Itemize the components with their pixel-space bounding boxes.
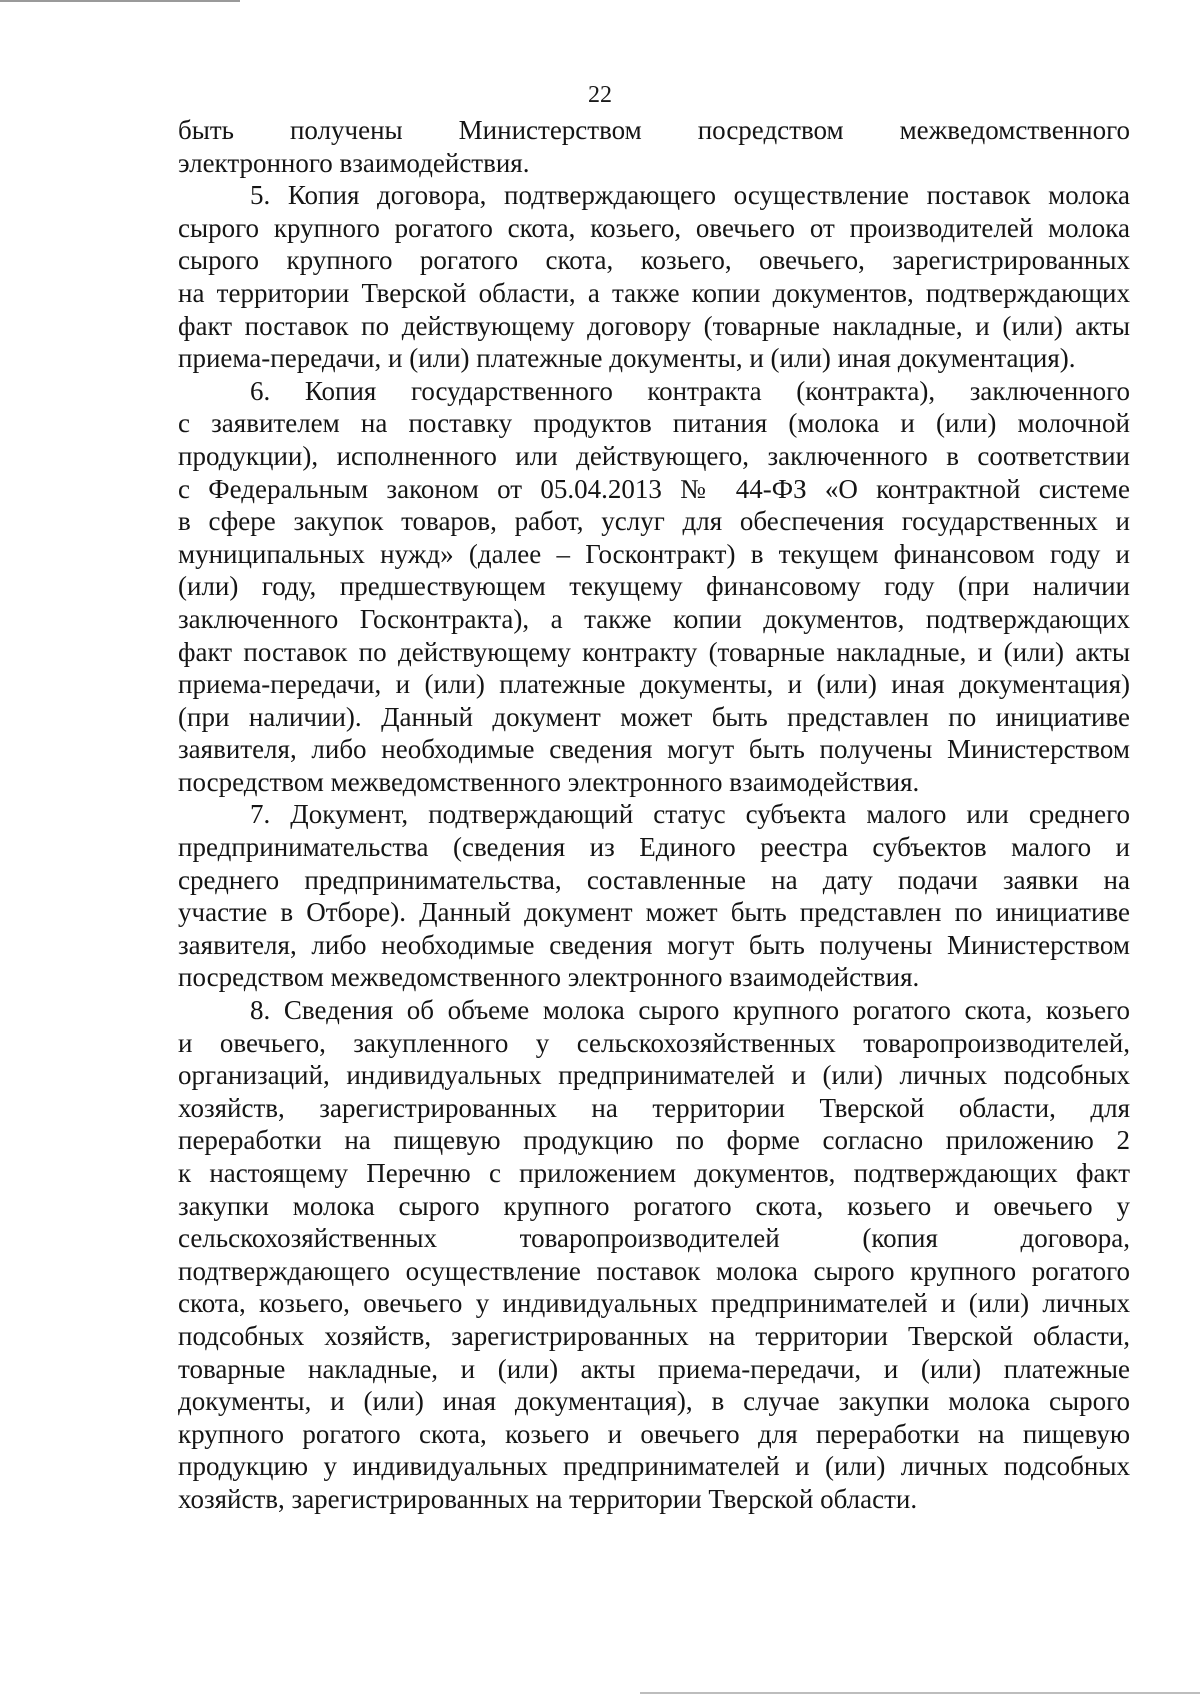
text-line: к настоящему Перечню с приложением документов, подтверждающих факт	[178, 1158, 1130, 1188]
text-line: приема-передачи, и (или) платежные документы, и (или) иная документация).	[178, 343, 1076, 374]
text-line: посредством межведомственного электронного взаимодействия.	[178, 766, 920, 797]
paragraph-2	[178, 375, 1130, 799]
text-line: факт поставок по действующему контракту (товарные накладные, и (или) акты	[178, 636, 1130, 667]
scan-edge-top	[0, 0, 240, 2]
text-line: 5. Копия договора, подтверждающего осуществление поставок молока	[250, 180, 1130, 211]
text-line: заключенного Госконтракта), а также копии документов, подтверждающих	[178, 603, 1130, 634]
text-line: подсобных хозяйств, зарегистрированных на территории Тверской области,	[178, 1320, 1130, 1351]
text-line: приема-передачи, и (или) платежные документы, и (или) иная документация)	[178, 669, 1130, 700]
text-line: с Федеральным законом от 05.04.2013 № 44-ФЗ «О контрактной системе	[178, 473, 1130, 504]
text-line: организаций, индивидуальных предпринимателей и (или) личных подсобных	[178, 1060, 1130, 1091]
text-line: (при наличии). Данный документ может быть представлен по инициативе	[178, 701, 1130, 732]
text-line: скота, козьего, овечьего у индивидуальных предпринимателей и (или) личных	[178, 1288, 1130, 1319]
text-line: продукции), исполненного или действующего, заключенного в соответствии	[178, 440, 1130, 471]
text-line: 8. Сведения об объеме молока сырого крупного рогатого скота, козьего	[250, 995, 1130, 1026]
text-line: посредством межведомственного электронного взаимодействия.	[178, 962, 920, 993]
text-line: хозяйств, зарегистрированных на территории Тверской области, для	[178, 1092, 1130, 1123]
paragraph-0	[178, 114, 1130, 179]
page-number: 22	[588, 82, 612, 108]
text-line: в сфере закупок товаров, работ, услуг для обеспечения государственных и	[178, 506, 1130, 537]
text-line: подтверждающего осуществление поставок молока сырого крупного рогатого	[178, 1255, 1130, 1286]
text-line: с заявителем на поставку продуктов питания (молока и (или) молочной	[178, 408, 1130, 439]
paragraph-1	[178, 179, 1130, 375]
text-line: сырого крупного рогатого скота, козьего, овечьего, зарегистрированных	[178, 245, 1130, 276]
text-line: заявителя, либо необходимые сведения могут быть получены Министерством	[178, 734, 1130, 765]
text-line: товарные накладные, и (или) акты приема-передачи, и (или) платежные	[178, 1353, 1130, 1384]
text-line: (или) году, предшествующем текущему финансовому году (при наличии	[178, 571, 1130, 602]
text-line: на территории Тверской области, а также копии документов, подтверждающих	[178, 277, 1130, 308]
scan-edge-bottom	[640, 1692, 1200, 1694]
document-body	[178, 114, 1130, 1516]
text-line: участие в Отборе). Данный документ может быть представлен по инициативе	[178, 897, 1130, 928]
text-line: закупки молока сырого крупного рогатого скота, козьего и овечьего у	[178, 1190, 1130, 1221]
paragraph-3	[178, 798, 1130, 994]
text-line: сельскохозяйственных товаропроизводителей (копия договора,	[178, 1223, 1130, 1254]
text-line: продукцию у индивидуальных предпринимателей и (или) личных подсобных	[178, 1451, 1130, 1482]
text-line: 7. Документ, подтверждающий статус субъекта малого или среднего	[250, 799, 1130, 830]
text-line: документы, и (или) иная документация), в случае закупки молока сырого	[178, 1386, 1130, 1417]
text-line: предпринимательства (сведения из Единого реестра субъектов малого и	[178, 832, 1130, 863]
text-line: муниципальных нужд» (далее – Госконтракт) в текущем финансовом году и	[178, 538, 1130, 569]
text-line: заявителя, либо необходимые сведения могут быть получены Министерством	[178, 929, 1130, 960]
text-line: хозяйств, зарегистрированных на территории Тверской области.	[178, 1483, 918, 1514]
text-line: электронного взаимодействия.	[178, 147, 530, 178]
text-line: 6. Копия государственного контракта (контракта), заключенного	[250, 375, 1130, 406]
paragraph-4	[178, 994, 1130, 1516]
text-line: сырого крупного рогатого скота, козьего, овечьего от производителей молока	[178, 212, 1130, 243]
text-line: быть получены Министерством посредством межведомственного	[178, 115, 1130, 145]
text-line: крупного рогатого скота, козьего и овечьего для переработки на пищевую	[178, 1418, 1130, 1449]
text-line: среднего предпринимательства, составленные на дату подачи заявки на	[178, 864, 1130, 895]
text-line: и овечьего, закупленного у сельскохозяйственных товаропроизводителей,	[178, 1027, 1130, 1058]
text-line: факт поставок по действующему договору (товарные накладные, и (или) акты	[178, 310, 1130, 341]
text-line: переработки на пищевую продукцию по форме согласно приложению 2	[178, 1125, 1130, 1156]
